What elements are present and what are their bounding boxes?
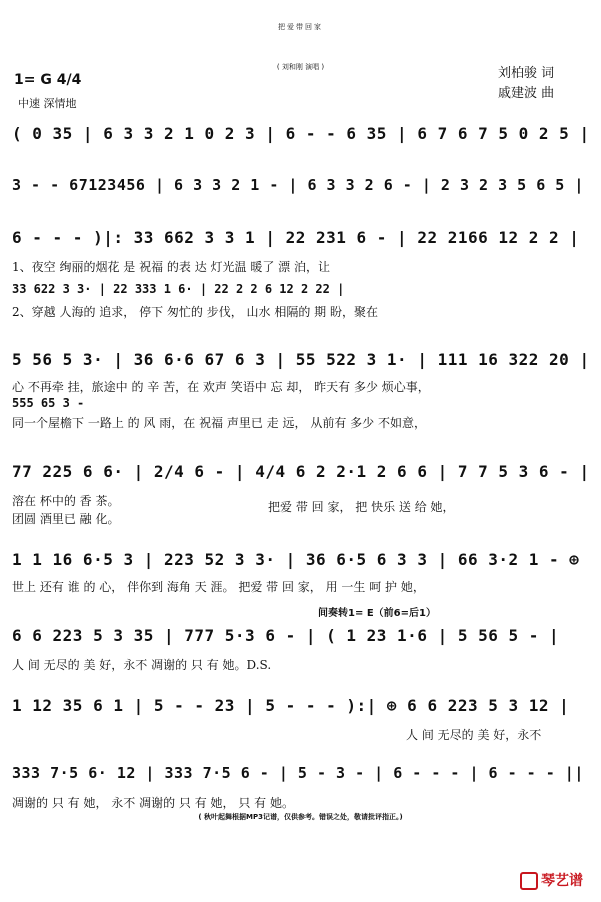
notation-line-9: 333 7·5 6· 12 | 333 7·5 6 - | 5 - 3 - | 6 - - - | 6 - - - || bbox=[12, 764, 584, 782]
lyric-line-3b: 2、穿越 人海的 追求， 停下 匆忙的 步伐， 山水 相隔的 期 盼，聚在 bbox=[12, 305, 378, 319]
notation-line-1: ( 0 35 | 6 3 3 2 1 0 2 3 | 6 - - 6 35 | 6 7 6 7 5 0 2 5 | bbox=[12, 124, 590, 143]
key-signature: 1= G 4/4 bbox=[14, 72, 82, 88]
page-title: 把爱带回家 bbox=[278, 23, 323, 31]
footer-note: ( 秋叶起舞根据MP3记谱，仅供参考。错误之处，敬请批评指正。) bbox=[198, 813, 403, 821]
logo-icon bbox=[520, 872, 538, 890]
notation-line-4b: 555 65 3 - bbox=[12, 396, 85, 410]
performer: ( 刘和刚 演唱 ) bbox=[276, 63, 325, 71]
notation-line-2: 3 - - 67123456 | 6 3 3 2 1 - | 6 3 3 2 6 - | 2 3 2 3 5 6 5 | bbox=[12, 176, 584, 194]
composer-credit: 戚建波 曲 bbox=[498, 86, 555, 101]
notation-line-3: 6 - - - )|: 33 662 3 3 1 | 22 231 6 - | 22 2166 12 2 2 | bbox=[12, 228, 580, 247]
lyric-line-9: 凋谢的 只 有 她， 永不 凋谢的 只 有 她， 只 有 她。 bbox=[12, 796, 294, 810]
lyric-line-6: 世上 还有 谁 的 心， 伴你到 海角 天 涯。 把爱 带 回 家， 用 一生 呵 护 她， bbox=[12, 580, 425, 594]
lyric-line-3a: 1、夜空 绚丽的烟花 是 祝福 的表 达 灯光温 暖了 漂 泊，让 bbox=[12, 260, 330, 274]
notation-line-4: 5 56 5 3· | 36 6·6 67 6 3 | 55 522 3 1· | 111 16 322 20 | bbox=[12, 350, 590, 369]
notation-line-5: 77 225 6 6· | 2/4 6 - | 4/4 6 2 2·1 2 6 6 | 7 7 5 3 6 - | bbox=[12, 462, 590, 481]
lyric-line-4b: 同一个屋檐下 一路上 的 风 雨，在 祝福 声里已 走 远， 从前有 多少 不如意， bbox=[12, 416, 426, 430]
lyric-line-5c: 把爱 带 回 家， 把 快乐 送 给 她， bbox=[268, 500, 455, 514]
interlude-note: 间奏转1= E（前6=后1） bbox=[318, 608, 436, 619]
lyric-line-4a: 心 不再牵 挂，旅途中 的 辛 苦，在 欢声 笑语中 忘 却， 昨天有 多少 烦心事， bbox=[12, 380, 430, 394]
notation-line-3b: 33 622 3 3· | 22 333 1 6· | 22 2 2 6 12 2 22 | bbox=[12, 282, 345, 296]
lyric-line-8: 人 间 无尽的 美 好，永不 bbox=[406, 728, 542, 742]
notation-line-7: 6 6 223 5 3 35 | 777 5·3 6 - | ( 1 23 1·6 | 5 56 5 - | bbox=[12, 626, 560, 645]
notation-line-8: 1 12 35 6 1 | 5 - - 23 | 5 - - - ):| ⊕ 6 6 223 5 3 12 | bbox=[12, 696, 570, 715]
lyric-line-5b: 团圆 酒里已 融 化。 bbox=[12, 512, 120, 526]
lyric-line-5a: 溶在 杯中的 香 茶。 bbox=[12, 494, 120, 508]
watermark-text: 琴艺谱 bbox=[541, 873, 583, 889]
site-watermark bbox=[520, 870, 583, 890]
lyric-line-7: 人 间 无尽的 美 好，永不 凋谢的 只 有 她。D.S. bbox=[12, 658, 272, 672]
notation-line-6: 1 1 16 6·5 3 | 223 52 3 3· | 36 6·5 6 3 3 | 66 3·2 1 - ⊕ bbox=[12, 550, 580, 569]
tempo-marking: 中速 深情地 bbox=[18, 97, 77, 110]
lyricist-credit: 刘柏骏 词 bbox=[498, 66, 555, 81]
